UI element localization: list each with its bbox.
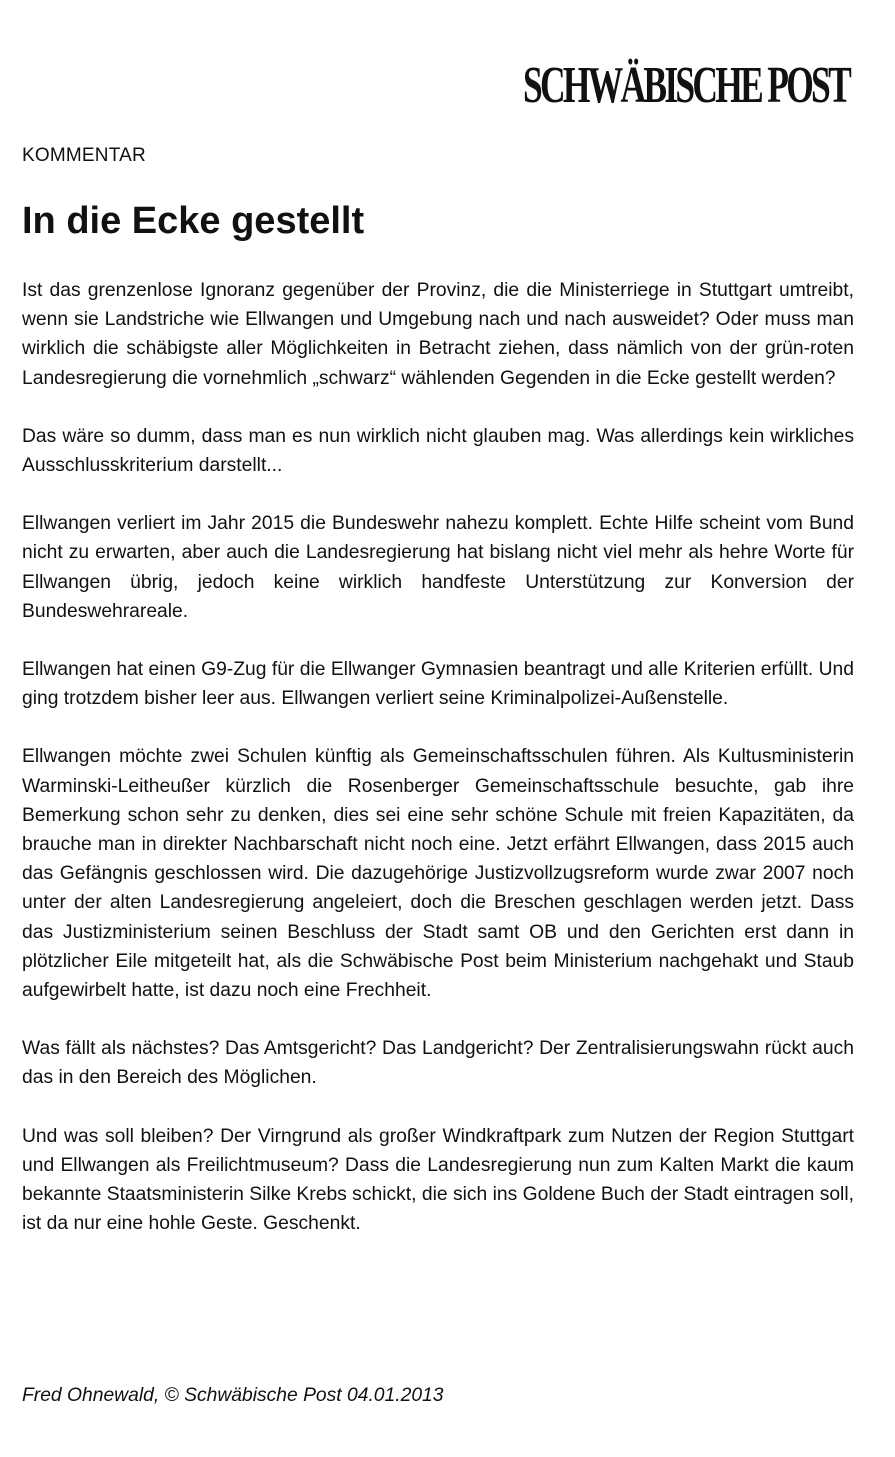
- article-paragraph: Das wäre so dumm, dass man es nun wirklich nicht glauben mag. Was allerdings kein wirkliches Ausschlusskriterium darstellt...: [22, 425, 854, 477]
- newspaper-logo: [523, 54, 853, 110]
- article-byline: Fred Ohnewald, © Schwäbische Post 04.01.2013: [22, 1385, 444, 1406]
- logo-wordmark: [523, 54, 853, 110]
- article-paragraph: Was fällt als nächstes? Das Amtsgericht? Das Landgericht? Der Zentralisierungswahn rückt auch das in den Bereich des Möglichen.: [22, 1038, 854, 1089]
- article-paragraph: Ist das grenzenlose Ignoranz gegenüber der Provinz, die die Ministerriege in Stuttgart umtreibt, wenn sie Landstriche wie Ellwangen und Umgebung nach und nach ausweidet? Oder muss man wirklich die schäbigste aller Möglichkeiten in Betracht ziehen, dass nämlich von der grün-roten Landesregierung die vornehmlich „schwarz“ wählenden Gegenden in die Ecke gestellt werden?: [22, 280, 854, 389]
- section-kicker: KOMMENTAR: [22, 145, 146, 166]
- logo-text: SCHWÄBISCHE POST: [523, 57, 852, 110]
- article-paragraph: Ellwangen hat einen G9-Zug für die Ellwanger Gymnasien beantragt und alle Kriterien erfüllt. Und ging trotzdem bisher leer aus. Ellwangen verliert seine Kriminalpolizei-Außenstelle.: [22, 659, 854, 710]
- article-paragraph: Ellwangen verliert im Jahr 2015 die Bundeswehr nahezu komplett. Echte Hilfe scheint vom Bund nicht zu erwarten, aber auch die Landesregierung hat bislang nicht viel mehr als hehre Worte für Ellwangen übrig, jedoch keine wirklich handfeste Unterstützung zur Konversion der Bundeswehrareale.: [22, 513, 854, 622]
- article-headline: In die Ecke gestellt: [22, 200, 365, 242]
- article-paragraph: Ellwangen möchte zwei Schulen künftig als Gemeinschaftsschulen führen. Als Kultusministerin Warminski-Leitheußer kürzlich die Rosenberger Gemeinschaftsschule besuchte, gab ihre Bemerkung schon sehr zu denken, dies sei eine sehr schöne Schule mit freien Kapazitäten, da brauche man in direkter Nachbarschaft nicht noch eine. Jetzt erfährt Ellwangen, dass 2015 auch das Gefängnis geschlossen wird. Die dazugehörige Justizvollzugsreform wurde zwar 2007 noch unter der alten Landesregierung angeleiert, doch die Breschen geschlagen werden jetzt. Dass das Justizministerium seinen Beschluss der Stadt samt OB und den Gerichten erst dann in plötzlicher Eile mitgeteilt hat, als die Schwäbische Post beim Ministerium nachgehakt und Staub aufgewirbelt hatte, ist dazu noch eine Frechheit.: [22, 746, 854, 1002]
- article-paragraph: Und was soll bleiben? Der Virngrund als großer Windkraftpark zum Nutzen der Region Stuttgart und Ellwangen als Freilichtmuseum? Dass die Landesregierung nun zum Kalten Markt die kaum bekannte Staatsministerin Silke Krebs schickt, die sich ins Goldene Buch der Stadt eintragen soll, ist da nur eine hohle Geste. Geschenkt.: [22, 1125, 854, 1235]
- article-body: [22, 276, 854, 1267]
